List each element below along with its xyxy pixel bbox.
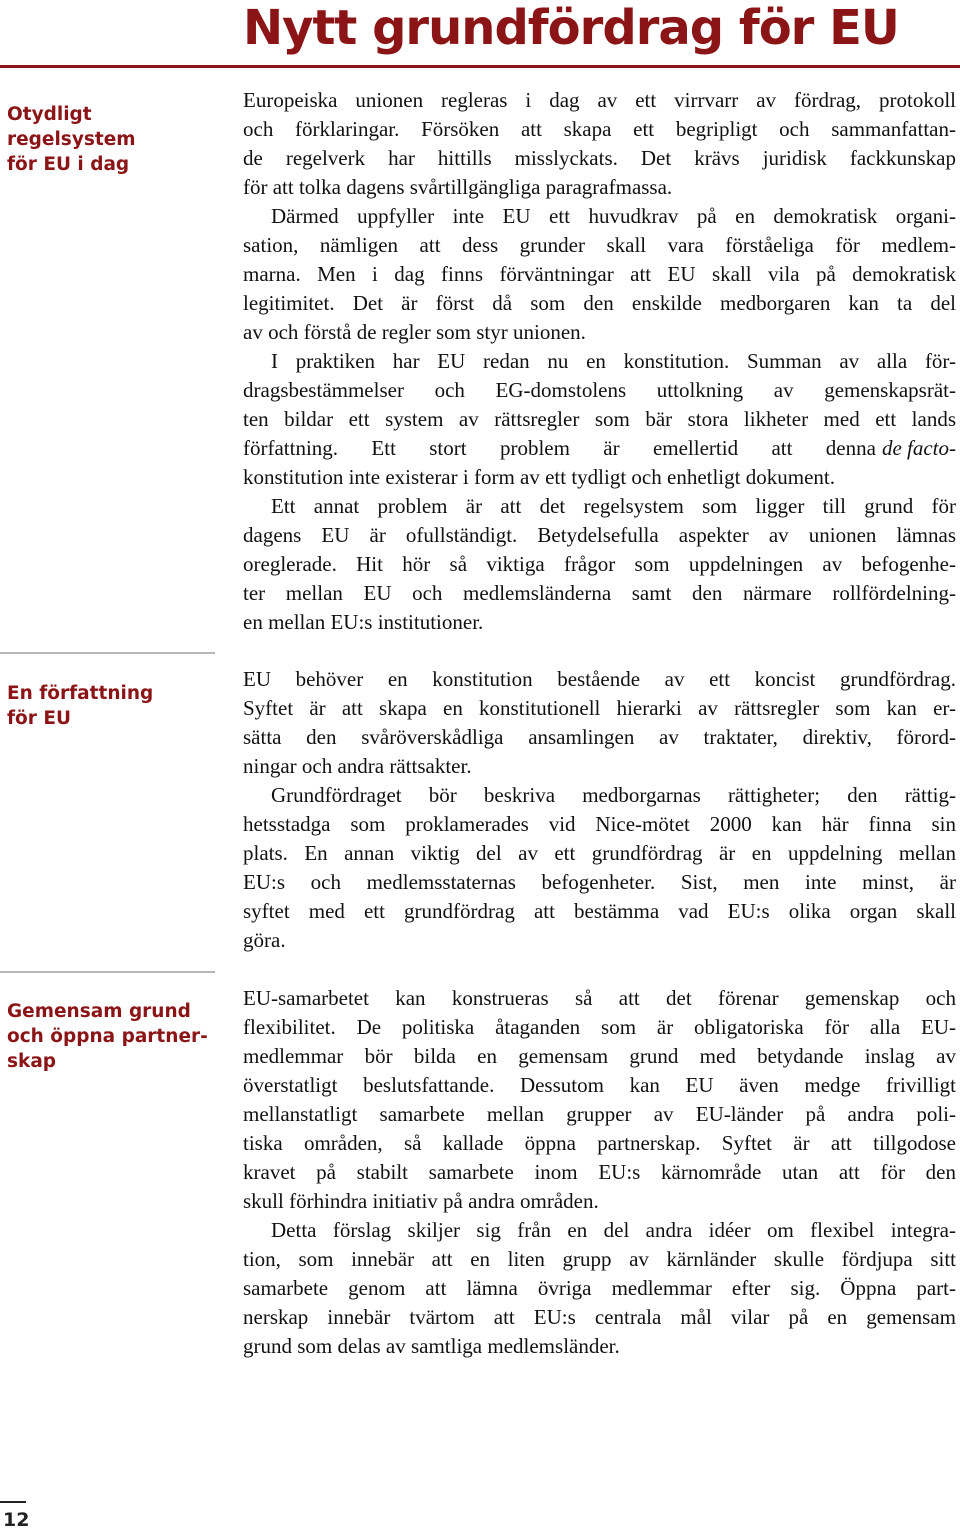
text-line: de regelverk har hittills misslyckats. Det krävs juridisk fackkunskap bbox=[243, 146, 956, 170]
text-line: Syftet är att skapa en konstitutionell hierarki av rättsregler som kan er- bbox=[243, 696, 956, 720]
text-line: ter mellan EU och medlemsländerna samt den närmare rollfördelning- bbox=[243, 581, 956, 605]
text-line: dragsbestämmelser och EG-domstolens uttolkning av gemenskapsrät- bbox=[243, 378, 956, 402]
sidebar-heading-line: Otydligt bbox=[7, 104, 92, 125]
text-segment: författning. Ett stort problem är emellertid att denna bbox=[243, 436, 876, 460]
page-number: 12 bbox=[3, 1509, 30, 1531]
text-line: oreglerade. Hit hör så viktiga frågor som uppdelningen av befogenhe- bbox=[243, 552, 956, 576]
sidebar-heading-line: för EU i dag bbox=[7, 154, 130, 175]
section-3-text bbox=[243, 984, 956, 1361]
text-line bbox=[243, 434, 956, 463]
text-line: flexibilitet. De politiska åtaganden som är obligatoriska för alla EU- bbox=[243, 1015, 956, 1039]
text-line: I praktiken har EU redan nu en konstitution. Summan av alla för- bbox=[271, 349, 956, 373]
text-line: dagens EU är ofullständigt. Betydelsefulla aspekter av unionen lämnas bbox=[243, 523, 956, 547]
section-divider bbox=[0, 652, 215, 654]
text-line: Därmed uppfyller inte EU ett huvudkrav på en demokratisk organi- bbox=[271, 204, 956, 228]
text-line: Europeiska unionen regleras i dag av ett virrvarr av fördrag, protokoll bbox=[243, 88, 956, 112]
section-1-text bbox=[243, 86, 956, 637]
text-line: mellanstatligt samarbete mellan grupper av EU-länder på andra poli- bbox=[243, 1102, 956, 1126]
text-line: ten bildar ett system av rättsregler som bär stora likheter med ett lands bbox=[243, 407, 956, 431]
text-line: sation, nämligen att dess grunder skall vara förståeliga för medlem- bbox=[243, 233, 956, 257]
title-rule bbox=[0, 65, 960, 68]
text-line: samarbete genom att lämna övriga medlemmar efter sig. Öppna part- bbox=[243, 1276, 956, 1300]
text-line: skull förhindra initiativ på andra områden. bbox=[243, 1189, 599, 1213]
text-line: göra. bbox=[243, 928, 286, 952]
text-line: nerskap innebär tvärtom att EU:s centrala mål vilar på en gemensam bbox=[243, 1305, 956, 1329]
italic-term: de facto- bbox=[881, 436, 956, 460]
text-line: EU:s och medlemsstaternas befogenheter. Sist, men inte minst, är bbox=[243, 870, 956, 894]
section-divider bbox=[0, 971, 215, 973]
text-line: konstitution inte existerar i form av ett tydligt och enhetligt dokument. bbox=[243, 465, 835, 489]
page-title: Nytt grundfördrag för EU bbox=[243, 0, 899, 56]
sidebar-heading-line: Gemensam grund bbox=[7, 1001, 191, 1022]
text-line: EU behöver en konstitution bestående av ett koncist grundfördrag. bbox=[243, 667, 956, 691]
text-line: kravet på stabilt samarbete inom EU:s kärnområde utan att för den bbox=[243, 1160, 956, 1184]
text-line: legitimitet. Det är först då som den enskilde medborgaren kan ta del bbox=[243, 291, 956, 315]
sidebar-heading-1 bbox=[7, 102, 222, 177]
text-line: Detta förslag skiljer sig från en del andra idéer om flexibel integra- bbox=[271, 1218, 956, 1242]
text-line: hetsstadga som proklamerades vid Nice-mötet 2000 kan här finna sin bbox=[243, 812, 956, 836]
text-line: och förklaringar. Försöken att skapa ett begripligt och sammanfattan- bbox=[243, 117, 956, 141]
sidebar-heading-line: regelsystem bbox=[7, 129, 136, 150]
text-line: ningar och andra rättsakter. bbox=[243, 754, 472, 778]
text-line: en mellan EU:s institutioner. bbox=[243, 610, 484, 634]
text-line: Ett annat problem är att det regelsystem som ligger till grund för bbox=[271, 494, 956, 518]
sidebar-heading-line: En författning bbox=[7, 683, 154, 704]
text-line: för att tolka dagens svårtillgängliga paragrafmassa. bbox=[243, 175, 673, 199]
sidebar-heading-line: och öppna partner- bbox=[7, 1026, 208, 1047]
text-line: överstatligt beslutsfattande. Dessutom kan EU även medge frivilligt bbox=[243, 1073, 956, 1097]
footer-rule bbox=[0, 1501, 26, 1503]
text-line: medlemmar bör bilda en gemensam grund med betydande inslag av bbox=[243, 1044, 956, 1068]
sidebar-heading-3 bbox=[7, 999, 222, 1074]
text-line: plats. En annan viktig del av ett grundfördrag är en uppdelning mellan bbox=[243, 841, 956, 865]
text-line: grund som delas av samtliga medlemsländer. bbox=[243, 1334, 620, 1358]
text-line: EU-samarbetet kan konstrueras så att det förenar gemenskap och bbox=[243, 986, 956, 1010]
section-2-text bbox=[243, 665, 956, 955]
text-line: sätta den svåröverskådliga ansamlingen av traktater, direktiv, förord- bbox=[243, 725, 956, 749]
sidebar-heading-line: skap bbox=[7, 1051, 57, 1072]
text-line: tiska områden, så kallade öppna partnerskap. Syftet är att tillgodose bbox=[243, 1131, 956, 1155]
text-line: marna. Men i dag finns förväntningar att EU skall vila på demokratisk bbox=[243, 262, 956, 286]
sidebar-heading-line: för EU bbox=[7, 708, 71, 729]
text-line: syftet med ett grundfördrag att bestämma vad EU:s olika organ skall bbox=[243, 899, 956, 923]
text-line: Grundfördraget bör beskriva medborgarnas rättigheter; den rättig- bbox=[271, 783, 956, 807]
text-line: av och förstå de regler som styr unionen. bbox=[243, 320, 586, 344]
sidebar-heading-2 bbox=[7, 681, 222, 731]
text-line: tion, som innebär att en liten grupp av kärnländer skulle fördjupa sitt bbox=[243, 1247, 956, 1271]
